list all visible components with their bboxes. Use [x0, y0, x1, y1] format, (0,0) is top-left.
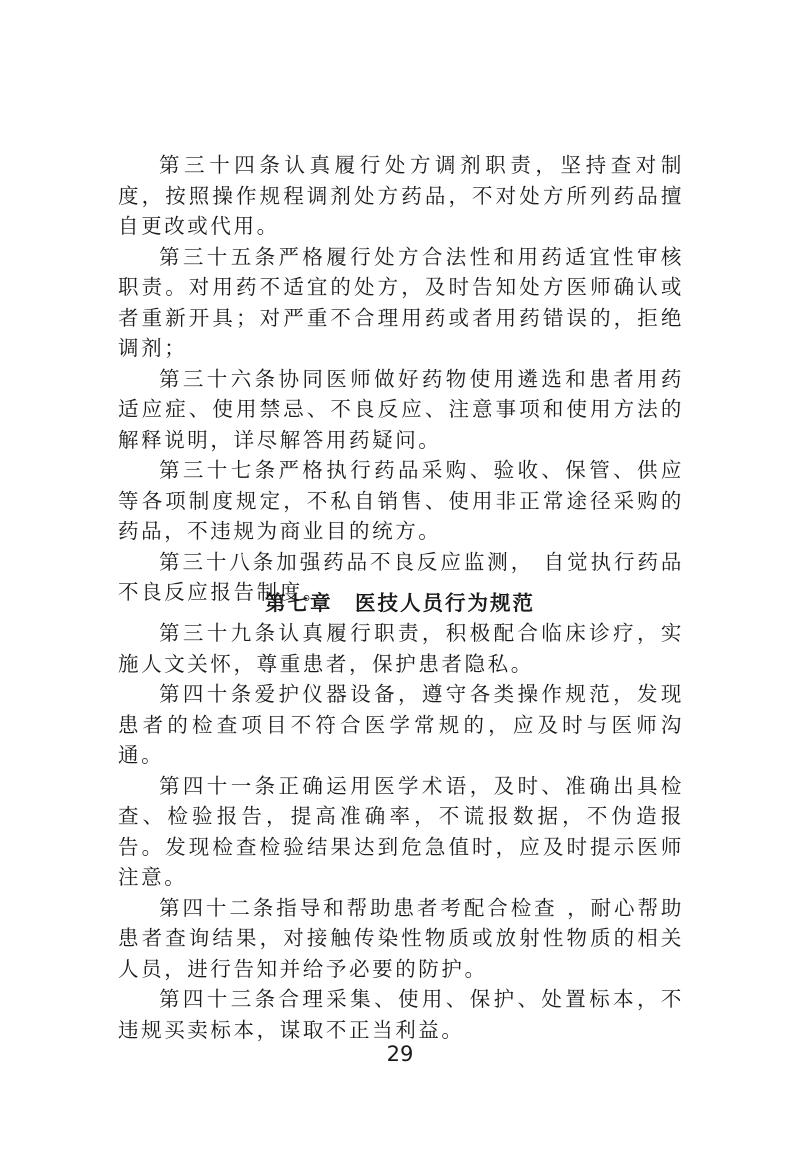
article-41: 第四十一条正确运用医学术语，及时、准确出具检查、检验报告，提高准确率，不谎报数据，不伪造报告。发现检查检验结果达到危急值时，应及时提示医师注意。 — [118, 773, 684, 889]
article-34: 第三十四条认真履行处方调剂职责，坚持查对制度，按照操作规程调剂处方药品，不对处方所列药品擅自更改或代用。 — [118, 153, 684, 238]
article-38: 第三十八条加强药品不良反应监测， 自觉执行药品不良反应报告制度。 — [118, 549, 684, 604]
chapter-title: 第七章 医技人员行为规范 — [265, 591, 535, 615]
article-42: 第四十二条指导和帮助患者考配合检查 ，耐心帮助患者查询结果，对接触传染性物质或放射性物质的相关人员，进行告知并给予必要的防护。 — [118, 895, 684, 981]
article-37: 第三十七条严格执行药品采购、验收、保管、供应等各项制度规定，不私自销售、使用非正常途径采购的药品，不违规为商业目的统方。 — [118, 458, 684, 543]
article-43: 第四十三条合理采集、使用、保护、处置标本，不违规买卖标本，谋取不正当利益。 — [118, 987, 684, 1042]
article-40: 第四十条爱护仪器设备，遵守各类操作规范，发现患者的检查项目不符合医学常规的，应及时与医师沟通。 — [118, 682, 684, 767]
page-number: 29 — [386, 1042, 414, 1066]
section-one-body — [118, 150, 684, 608]
article-36: 第三十六条协同医师做好药物使用遴选和患者用药适应症、使用禁忌、不良反应、注意事项和使用方法的解释说明，详尽解答用药疑问。 — [118, 366, 684, 452]
article-39: 第三十九条认真履行职责，积极配合临床诊疗，实施人文关怀，尊重患者，保护患者隐私。 — [118, 621, 684, 676]
section-two-body — [118, 618, 684, 1045]
article-35: 第三十五条严格履行处方合法性和用药适宜性审核职责。对用药不适宜的处方，及时告知处方医师确认或者重新开具；对严重不合理用药或者用药错误的，拒绝调剂； — [118, 244, 684, 360]
